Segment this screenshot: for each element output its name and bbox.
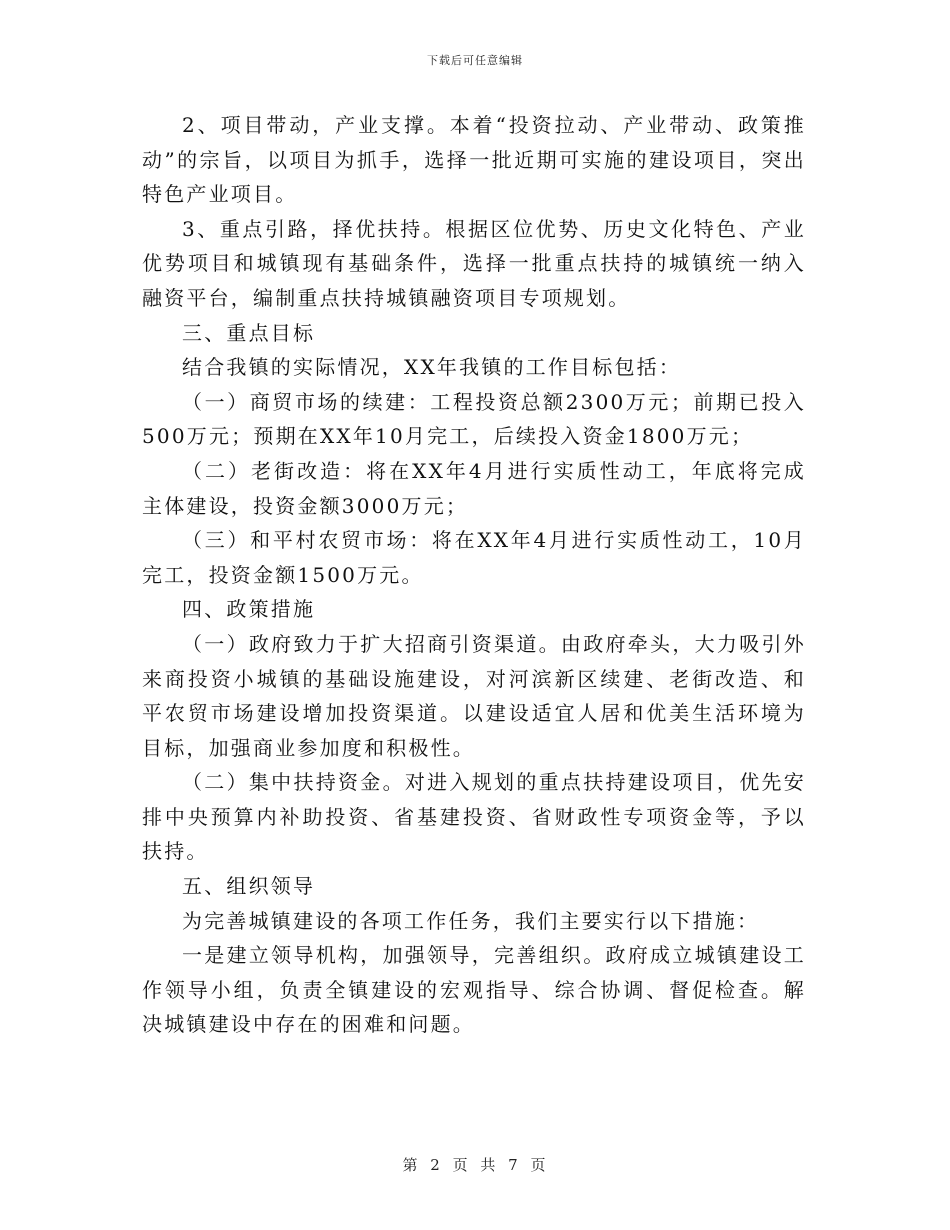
paragraph-target-farm-market: （三）和平村农贸市场：将在XX年4月进行实质性动工，10月完工，投资金额1500万元。 [142, 528, 806, 587]
paragraph-policy-investment: （一）政府致力于扩大招商引资渠道。由政府牵头，大力吸引外来商投资小城镇的基础设施建设，对河滨新区续建、老街改造、和平农贸市场建设增加投资渠道。以建设适宜人居和优美生活环境为目标，加强商业参加度和积极性。 [142, 631, 806, 760]
paragraph-measures-intro: 为完善城镇建设的各项工作任务，我们主要实行以下措施： [182, 908, 760, 933]
section-heading-policy-measures: 四、政策措施 [182, 597, 316, 622]
paragraph-policy-funds: （二）集中扶持资金。对进入规划的重点扶持建设项目，优先安排中央预算内补助投资、省基建投资、省财政性专项资金等，予以扶持。 [142, 770, 806, 864]
document-body [142, 108, 806, 1042]
page-header: 下载后可任意编辑 [427, 54, 523, 67]
paragraph-target-old-street: （二）老街改造：将在XX年4月进行实质性动工，年底将完成主体建设，投资金额3000万元； [142, 458, 806, 518]
paragraph-target-market: （一）商贸市场的续建：工程投资总额2300万元；前期已投入500万元；预期在XX年10月完工，后续投入资金1800万元； [142, 389, 806, 449]
paragraph-measure-one: 一是建立领导机构，加强领导，完善组织。政府成立城镇建设工作领导小组，负责全镇建设的宏观指导、综合协调、督促检查。解决城镇建设中存在的困难和问题。 [142, 943, 806, 1037]
paragraph-project-driven: 2、项目带动，产业支撑。本着“投资拉动、产业带动、政策推动”的宗旨，以项目为抓手，选择一批近期可实施的建设项目，突出特色产业项目。 [142, 113, 806, 207]
page-number: 第 2 页 共 7 页 [402, 1156, 548, 1174]
section-heading-organization: 五、组织领导 [182, 874, 316, 899]
paragraph-key-guidance: 3、重点引路，择优扶持。根据区位优势、历史文化特色、产业优势项目和城镇现有基础条件，选择一批重点扶持的城镇统一纳入融资平台，编制重点扶持城镇融资项目专项规划。 [142, 216, 806, 310]
paragraph-targets-intro: 结合我镇的实际情况，XX年我镇的工作目标包括： [182, 355, 682, 380]
section-heading-key-targets: 三、重点目标 [182, 320, 316, 345]
